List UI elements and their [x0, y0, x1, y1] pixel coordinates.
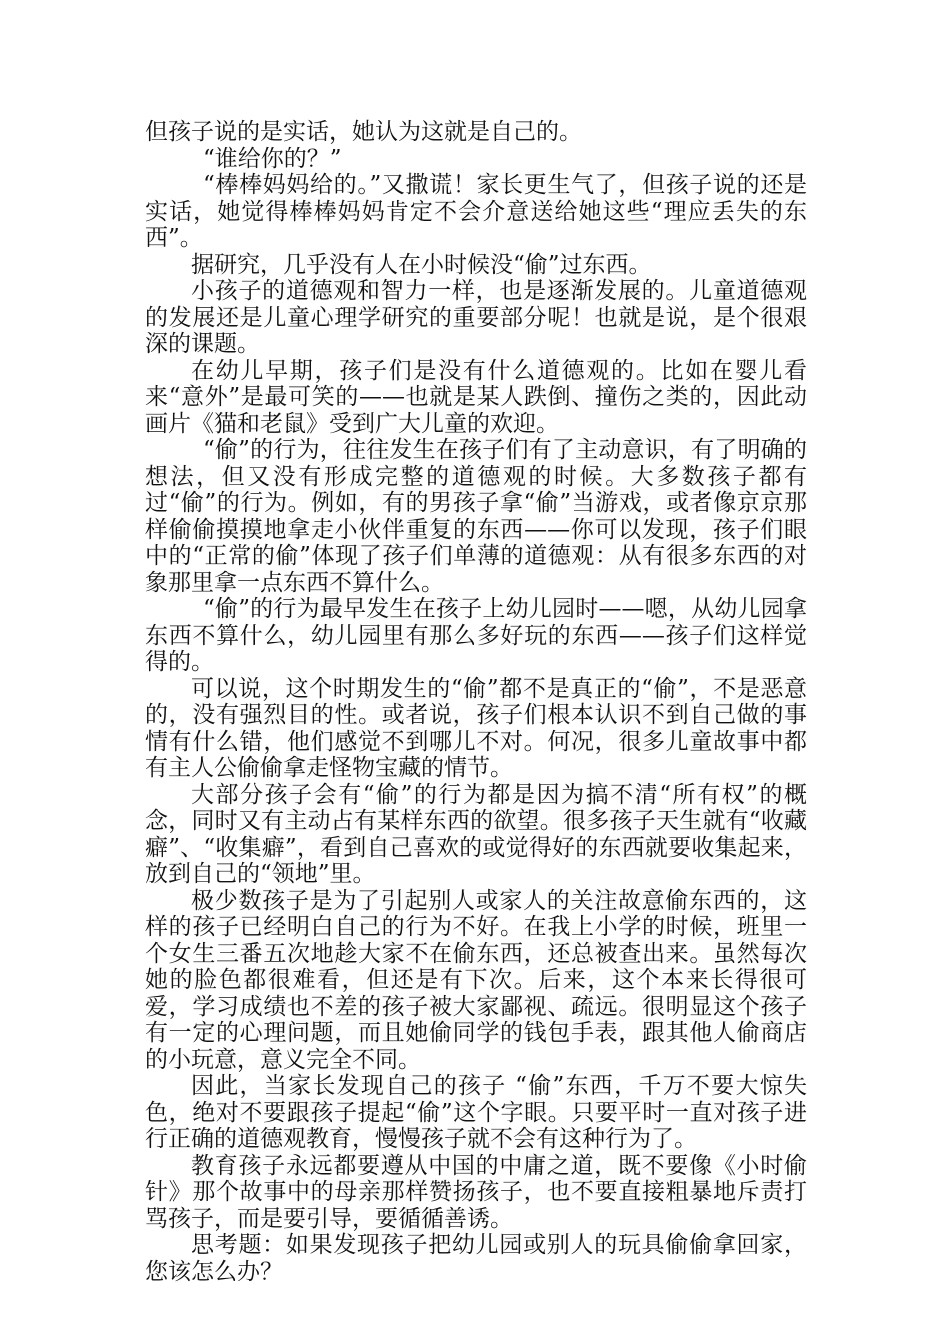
paragraph: 据研究，几乎没有人在小时候没“偷”过东西。: [191, 251, 652, 278]
paragraph: 极少数孩子是为了引起别人或家人的关注故意偷东西的，这样的孩子已经明白自己的行为不好。在我上小学的时候，班里一个女生三番五次地趁大家不在偷东西，还总被查出来。虽然每次她的脸色都很难看，但还是有下次。后来，这个本来长得很可爱，学习成绩也不差的孩子被大家鄙视、疏远。很明显这个孩子有一定的心理问题，而且她偷同学的钱包手表，跟其他人偷商店的小玩意，意义完全不同。: [145, 887, 807, 1073]
paragraph: “谁给你的？”: [203, 145, 342, 172]
paragraph: “偷”的行为，往往发生在孩子们有了主动意识，有了明确的想法，但又没有形成完整的道德观的时候。大多数孩子都有过“偷”的行为。例如，有的男孩子拿“偷”当游戏，或者像京京那样偷偷摸摸地拿走小伙伴重复的东西——你可以发现，孩子们眼中的“正常的偷”体现了孩子们单薄的道德观：从有很多东西的对象那里拿一点东西不算什么。: [145, 437, 807, 596]
paragraph: 但孩子说的是实话，她认为这就是自己的。: [145, 119, 582, 145]
paragraph: 在幼儿早期，孩子们是没有什么道德观的。比如在婴儿看来“意外”是最可笑的——也就是某人跌倒、撞伤之类的，因此动画片《猫和老鼠》受到广大儿童的欢迎。: [145, 357, 807, 437]
paragraph: 大部分孩子会有“偷”的行为都是因为搞不清“所有权”的概念，同时又有主动占有某样东西的欲望。很多孩子天生就有“收藏癖”、“收集癖”，看到自己喜欢的或觉得好的东西就要收集起来，放到自己的“领地”里。: [145, 781, 807, 887]
paragraph: 思考题：如果发现孩子把幼儿园或别人的玩具偷偷拿回家，您该怎么办？: [145, 1232, 807, 1285]
paragraph: 教育孩子永远都要遵从中国的中庸之道，既不要像《小时偷针》那个故事中的母亲那样赞扬孩子，也不要直接粗暴地斥责打骂孩子，而是要引导，要循循善诱。: [145, 1152, 807, 1232]
paragraph: 因此，当家长发现自己的孩子 “偷”东西，千万不要大惊失色，绝对不要跟孩子提起“偷”这个字眼。只要平时一直对孩子进行正确的道德观教育，慢慢孩子就不会有这种行为了。: [145, 1073, 807, 1152]
paragraph: “偷”的行为最早发生在孩子上幼儿园时——嗯，从幼儿园拿东西不算什么，幼儿园里有那么多好玩的东西——孩子们这样觉得的。: [145, 596, 807, 675]
article-body: [145, 119, 807, 1285]
paragraph: 小孩子的道德观和智力一样，也是逐渐发展的。儿童道德观的发展还是儿童心理学研究的重要部分呢！也就是说，是个很艰深的课题。: [145, 278, 807, 357]
paragraph: 可以说，这个时期发生的“偷”都不是真正的“偷”，不是恶意的，没有强烈目的性。或者说，孩子们根本认识不到自己做的事情有什么错，他们感觉不到哪儿不对。何况，很多儿童故事中都有主人公偷偷拿走怪物宝藏的情节。: [145, 675, 807, 781]
paragraph: “棒棒妈妈给的。”又撒谎！家长更生气了，但孩子说的还是实话，她觉得棒棒妈妈肯定不会介意送给她这些“理应丢失的东西”。: [145, 172, 807, 251]
